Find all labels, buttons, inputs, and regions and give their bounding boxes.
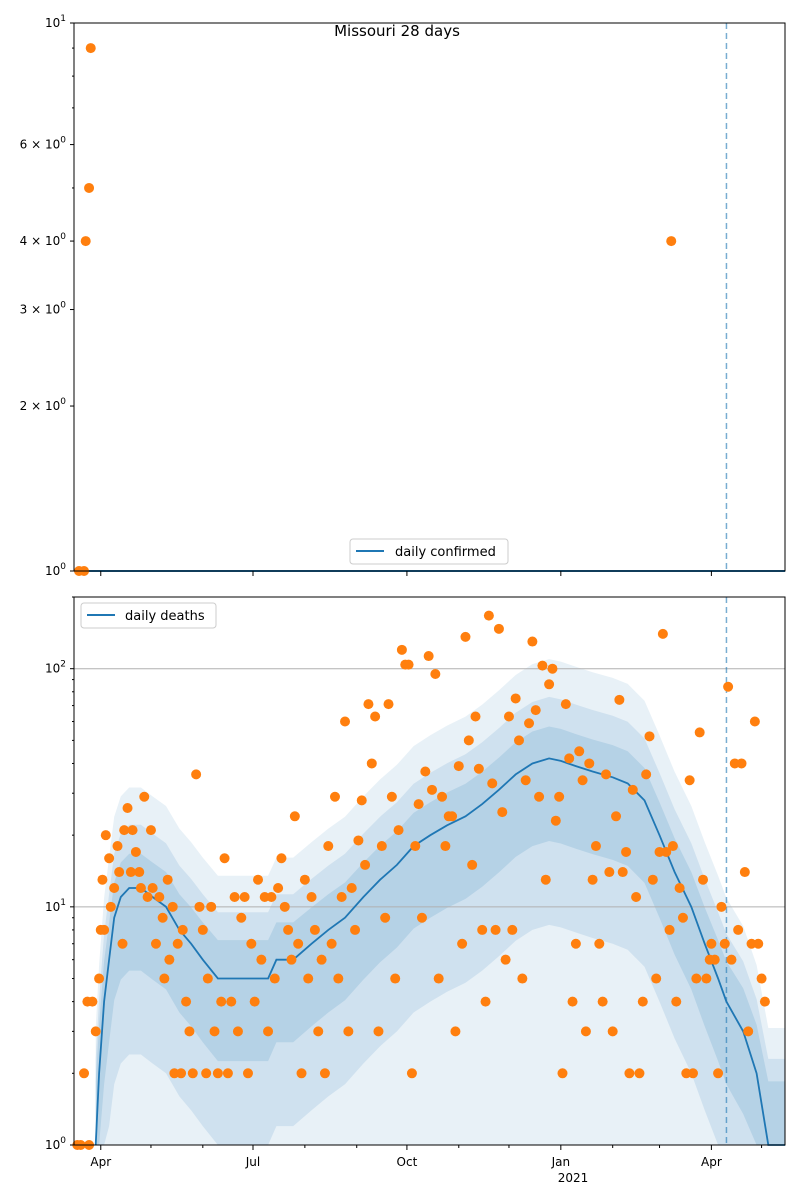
bottom-observed-point [554, 792, 564, 802]
bottom-observed-point [134, 867, 144, 877]
bottom-observed-point [491, 925, 501, 935]
bottom-observed-point [263, 1026, 273, 1036]
bottom-observed-point [420, 767, 430, 777]
bottom-observed-point [698, 875, 708, 885]
bottom-observed-point [658, 629, 668, 639]
bottom-observed-point [638, 997, 648, 1007]
bottom-observed-point [414, 799, 424, 809]
bottom-observed-point [591, 841, 601, 851]
bottom-observed-point [380, 913, 390, 923]
bottom-observed-point [266, 892, 276, 902]
bottom-observed-point [337, 892, 347, 902]
bottom-observed-point [534, 792, 544, 802]
bottom-observed-point [477, 925, 487, 935]
bottom-observed-point [353, 835, 363, 845]
bottom-observed-point [668, 841, 678, 851]
bottom-observed-point [544, 679, 554, 689]
bottom-observed-point [201, 1068, 211, 1078]
bottom-observed-point [146, 825, 156, 835]
bottom-observed-point [723, 682, 733, 692]
bottom-observed-point [104, 853, 114, 863]
bottom-observed-point [136, 883, 146, 893]
bottom-observed-point [303, 974, 313, 984]
bottom-observed-point [598, 997, 608, 1007]
bottom-observed-point [286, 955, 296, 965]
bottom-observed-point [164, 955, 174, 965]
bottom-observed-point [163, 875, 173, 885]
bottom-observed-point [648, 875, 658, 885]
bottom-x-tick-label: Apr [701, 1155, 722, 1169]
bottom-observed-point [397, 645, 407, 655]
bottom-observed-point [551, 816, 561, 826]
bottom-observed-point [280, 902, 290, 912]
bottom-observed-point [128, 825, 138, 835]
bottom-observed-point [223, 1068, 233, 1078]
bottom-observed-point [109, 883, 119, 893]
bottom-observed-point [527, 637, 537, 647]
bottom-observed-point [213, 1068, 223, 1078]
bottom-observed-point [194, 902, 204, 912]
bottom-observed-point [367, 758, 377, 768]
bottom-observed-point [112, 841, 122, 851]
bottom-observed-point [178, 925, 188, 935]
bottom-observed-point [340, 717, 350, 727]
bottom-observed-point [240, 892, 250, 902]
bottom-observed-point [181, 997, 191, 1007]
bottom-observed-point [276, 853, 286, 863]
bottom-observed-point [675, 883, 685, 893]
bottom-observed-point [547, 664, 557, 674]
bottom-observed-point [504, 711, 514, 721]
bottom-observed-point [594, 939, 604, 949]
bottom-observed-point [410, 841, 420, 851]
bottom-observed-point [685, 775, 695, 785]
bottom-observed-point [651, 974, 661, 984]
bottom-observed-point [740, 867, 750, 877]
bottom-observed-point [564, 753, 574, 763]
bottom-observed-point [571, 939, 581, 949]
bottom-observed-point [310, 925, 320, 935]
bottom-observed-point [497, 807, 507, 817]
top-observed-point [666, 236, 676, 246]
bottom-observed-point [154, 892, 164, 902]
bottom-observed-point [427, 785, 437, 795]
bottom-observed-point [743, 1026, 753, 1036]
bottom-observed-point [293, 939, 303, 949]
bottom-observed-point [148, 883, 158, 893]
bottom-observed-point [159, 974, 169, 984]
bottom-observed-point [101, 830, 111, 840]
bottom-observed-point [568, 997, 578, 1007]
bottom-observed-point [588, 875, 598, 885]
bottom-observed-point [574, 746, 584, 756]
bottom-observed-point [517, 974, 527, 984]
bottom-x-tick-label: Jul [245, 1155, 261, 1169]
bottom-observed-point [236, 913, 246, 923]
bottom-observed-point [608, 1026, 618, 1036]
bottom-observed-point [350, 925, 360, 935]
bottom-observed-point [307, 892, 317, 902]
bottom-observed-point [634, 1068, 644, 1078]
bottom-observed-point [250, 997, 260, 1007]
bottom-observed-point [557, 1068, 567, 1078]
bottom-observed-point [79, 1068, 89, 1078]
bottom-x-tick-label: Oct [396, 1155, 418, 1169]
bottom-observed-point [434, 974, 444, 984]
bottom-observed-point [511, 693, 521, 703]
bottom-observed-point [206, 902, 216, 912]
bottom-observed-point [484, 611, 494, 621]
bottom-observed-point [624, 1068, 634, 1078]
bottom-observed-point [604, 867, 614, 877]
bottom-observed-point [176, 1068, 186, 1078]
bottom-observed-point [210, 1026, 220, 1036]
bottom-observed-point [91, 1026, 101, 1036]
bottom-observed-point [614, 695, 624, 705]
bottom-observed-point [273, 883, 283, 893]
bottom-observed-point [191, 769, 201, 779]
bottom-observed-point [750, 717, 760, 727]
bottom-observed-point [370, 711, 380, 721]
bottom-observed-point [184, 1026, 194, 1036]
bottom-observed-point [363, 699, 373, 709]
bottom-observed-point [226, 997, 236, 1007]
bottom-legend-label: daily deaths [125, 609, 205, 624]
bottom-observed-point [99, 925, 109, 935]
bottom-observed-point [665, 925, 675, 935]
bottom-observed-point [173, 939, 183, 949]
bottom-y-tick-label: $10^2$ [44, 659, 66, 676]
bottom-observed-point [726, 955, 736, 965]
bottom-observed-point [158, 913, 168, 923]
bottom-observed-point [454, 761, 464, 771]
bottom-observed-point [243, 1068, 253, 1078]
bottom-observed-point [494, 624, 504, 634]
bottom-observed-point [323, 841, 333, 851]
top-observed-point [81, 236, 91, 246]
bottom-observed-point [360, 860, 370, 870]
bottom-observed-point [541, 875, 551, 885]
top-observed-point [84, 183, 94, 193]
bottom-observed-point [320, 1068, 330, 1078]
bottom-observed-point [230, 892, 240, 902]
bottom-observed-point [87, 997, 97, 1007]
bottom-observed-point [297, 1068, 307, 1078]
bottom-observed-point [330, 792, 340, 802]
bottom-observed-point [437, 792, 447, 802]
bottom-observed-point [757, 974, 767, 984]
bottom-observed-point [514, 735, 524, 745]
bottom-observed-point [471, 711, 481, 721]
bottom-observed-point [688, 1068, 698, 1078]
bottom-observed-point [151, 939, 161, 949]
bottom-observed-point [94, 974, 104, 984]
bottom-observed-point [501, 955, 511, 965]
bottom-observed-point [327, 939, 337, 949]
bottom-observed-point [760, 997, 770, 1007]
bottom-observed-point [131, 847, 141, 857]
x-year-label: 2021 [557, 1171, 589, 1185]
bottom-observed-point [440, 841, 450, 851]
bottom-observed-point [417, 913, 427, 923]
bottom-observed-point [584, 758, 594, 768]
bottom-observed-point [578, 775, 588, 785]
bottom-observed-point [601, 769, 611, 779]
bottom-observed-point [290, 811, 300, 821]
top-observed-point [86, 43, 96, 53]
bottom-observed-point [198, 925, 208, 935]
bottom-observed-point [710, 955, 720, 965]
bottom-observed-point [561, 699, 571, 709]
bottom-observed-point [233, 1026, 243, 1036]
bottom-observed-point [404, 660, 414, 670]
top-y-tick-label: $2 \times 10^0$ [19, 397, 66, 414]
bottom-observed-point [733, 925, 743, 935]
bottom-observed-point [203, 974, 213, 984]
bottom-observed-point [300, 875, 310, 885]
bottom-observed-point [487, 778, 497, 788]
bottom-observed-point [631, 892, 641, 902]
bottom-observed-point [481, 997, 491, 1007]
bottom-observed-point [384, 699, 394, 709]
top-y-tick-label: $4 \times 10^0$ [19, 232, 66, 249]
bottom-observed-point [424, 651, 434, 661]
bottom-observed-point [347, 883, 357, 893]
bottom-observed-point [143, 892, 153, 902]
bottom-observed-point [313, 1026, 323, 1036]
bottom-observed-point [720, 939, 730, 949]
top-legend-label: daily confirmed [395, 545, 496, 560]
bottom-observed-point [713, 1068, 723, 1078]
bottom-observed-point [474, 764, 484, 774]
bottom-observed-point [283, 925, 293, 935]
bottom-observed-point [317, 955, 327, 965]
bottom-observed-point [430, 669, 440, 679]
bottom-observed-point [524, 718, 534, 728]
bottom-observed-point [390, 974, 400, 984]
top-y-tick-label: $6 \times 10^0$ [19, 135, 66, 152]
bottom-observed-point [581, 1026, 591, 1036]
bottom-observed-point [343, 1026, 353, 1036]
bottom-x-tick-label: Jan [551, 1155, 571, 1169]
bottom-observed-point [644, 731, 654, 741]
bottom-observed-point [139, 792, 149, 802]
bottom-observed-point [691, 974, 701, 984]
bottom-observed-point [256, 955, 266, 965]
bottom-observed-point [387, 792, 397, 802]
bottom-observed-point [450, 1026, 460, 1036]
bottom-observed-point [460, 632, 470, 642]
top-legend [350, 539, 508, 564]
bottom-observed-point [220, 853, 230, 863]
top-chart-title: Missouri 28 days [334, 22, 460, 40]
bottom-observed-point [97, 875, 107, 885]
bottom-observed-point [118, 939, 128, 949]
bottom-observed-point [457, 939, 467, 949]
bottom-observed-point [628, 785, 638, 795]
bottom-observed-point [716, 902, 726, 912]
bottom-observed-point [357, 795, 367, 805]
bottom-y-tick-label: $10^1$ [44, 897, 66, 914]
bottom-observed-point [168, 902, 178, 912]
bottom-observed-point [373, 1026, 383, 1036]
bottom-observed-point [447, 811, 457, 821]
bottom-observed-point [467, 860, 477, 870]
bottom-observed-point [537, 661, 547, 671]
bottom-x-tick-label: Apr [90, 1155, 112, 1169]
bottom-observed-point [618, 867, 628, 877]
top-y-tick-label: $10^1$ [44, 14, 66, 30]
bottom-observed-point [377, 841, 387, 851]
bottom-observed-point [114, 867, 124, 877]
bottom-observed-point [695, 727, 705, 737]
bottom-observed-point [333, 974, 343, 984]
bottom-observed-point [521, 775, 531, 785]
top-y-tick-label: $10^0$ [44, 562, 66, 578]
bottom-observed-point [701, 974, 711, 984]
bottom-observed-point [246, 939, 256, 949]
bottom-observed-point [531, 705, 541, 715]
bottom-observed-point [678, 913, 688, 923]
bottom-observed-point [621, 847, 631, 857]
bottom-observed-point [706, 939, 716, 949]
bottom-observed-point [407, 1068, 417, 1078]
bottom-observed-point [188, 1068, 198, 1078]
bottom-observed-point [737, 758, 747, 768]
bottom-observed-point [611, 811, 621, 821]
bottom-observed-point [394, 825, 404, 835]
bottom-observed-point [216, 997, 226, 1007]
bottom-observed-point [270, 974, 280, 984]
top-y-tick-label: $3 \times 10^0$ [19, 300, 66, 317]
bottom-observed-point [123, 803, 133, 813]
bottom-observed-point [753, 939, 763, 949]
bottom-observed-point [671, 997, 681, 1007]
bottom-legend [81, 603, 216, 628]
bottom-observed-point [253, 875, 263, 885]
bottom-observed-point [641, 769, 651, 779]
bottom-y-tick-label: $10^0$ [44, 1136, 66, 1152]
bottom-observed-point [106, 902, 116, 912]
bottom-observed-point [507, 925, 517, 935]
bottom-observed-point [464, 735, 474, 745]
